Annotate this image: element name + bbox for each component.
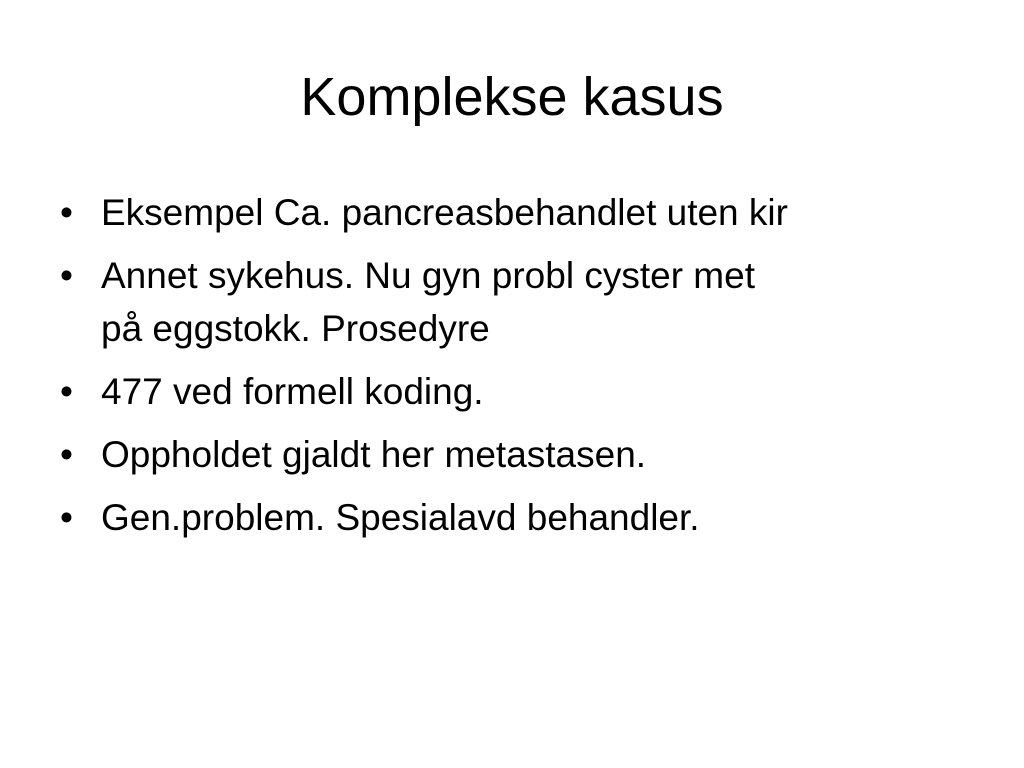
bullet-item bbox=[56, 365, 976, 418]
bullet-line: på eggstokk. Prosedyre bbox=[101, 308, 490, 349]
bullet-icon: • bbox=[60, 255, 73, 296]
bullet-line: Gen.problem. Spesialavd behandler. bbox=[101, 497, 700, 538]
bullet-icon: • bbox=[60, 497, 73, 538]
bullet-item bbox=[56, 249, 976, 355]
bullet-text bbox=[101, 491, 976, 544]
slide-title: Komplekse kasus bbox=[300, 67, 724, 127]
bullet-text bbox=[101, 186, 976, 239]
bullet-item bbox=[56, 491, 976, 544]
bullet-list bbox=[56, 186, 976, 554]
bullet-line: Oppholdet gjaldt her metastasen. bbox=[101, 434, 647, 475]
bullet-line: Eksempel Ca. pancreasbehandlet uten kir bbox=[101, 192, 788, 233]
bullet-text bbox=[101, 428, 976, 481]
bullet-icon: • bbox=[60, 192, 73, 233]
bullet-line: Annet sykehus. Nu gyn probl cyster met bbox=[101, 255, 755, 296]
bullet-icon: • bbox=[60, 434, 73, 475]
bullet-text bbox=[101, 365, 976, 418]
bullet-item bbox=[56, 428, 976, 481]
bullet-item bbox=[56, 186, 976, 239]
bullet-icon: • bbox=[60, 371, 73, 412]
bullet-text bbox=[101, 249, 976, 355]
bullet-line: 477 ved formell koding. bbox=[101, 371, 484, 412]
